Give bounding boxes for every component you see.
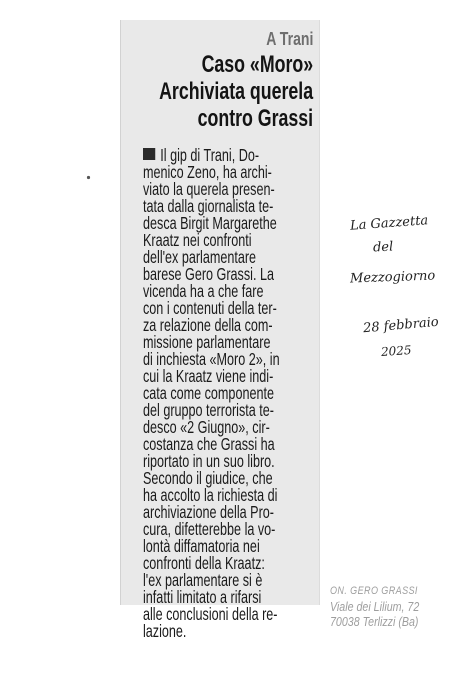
headline-line: Archiviata querela (159, 78, 313, 105)
body-line: confronti della Kraatz: (143, 553, 265, 573)
body-line: vicenda ha a che fare (143, 281, 264, 301)
body-line: Kraatz nei confronti (143, 230, 252, 250)
address-stamp (330, 584, 419, 629)
body-line: ha accolto la richiesta di (143, 485, 278, 505)
body-line: alle conclusioni della re- (143, 604, 278, 624)
body-line: infatti limitato a rifarsi (143, 587, 262, 607)
body-line: viato la querela presen- (143, 179, 275, 199)
stamp-name: ON. GERO GRASSI (330, 585, 418, 597)
body-line: lazione. (143, 621, 187, 641)
article-section-tag: A Trani (265, 29, 313, 49)
body-line: cata come componente (143, 383, 274, 403)
body-line: barese Gero Grassi. La (143, 264, 274, 284)
body-line: cura, difetterebbe la vo- (143, 519, 276, 539)
handwritten-date: 28 febbraio (362, 314, 440, 337)
body-line: con i contenuti della ter- (143, 298, 277, 318)
body-line: archiviazione della Pro- (143, 502, 274, 522)
stamp-street: Viale dei Lilium, 72 (330, 599, 420, 614)
handwritten-source-line3: Mezzogiorno (349, 268, 436, 287)
body-line: desco «2 Giugno», cir- (143, 417, 270, 437)
body-line: missione parlamentare (143, 332, 271, 352)
headline-line: contro Grassi (197, 105, 313, 132)
scan-speck (86, 175, 91, 180)
body-line: Il gip di Trani, Do- (143, 147, 280, 164)
article-headline (159, 51, 313, 132)
body-line: desca Birgit Margarethe (143, 213, 277, 233)
body-line: del gruppo terrorista te- (143, 400, 274, 420)
body-line: lontà diffamatoria nei (143, 536, 260, 556)
handwritten-source-line2: del (372, 239, 394, 256)
body-line: di inchiesta «Moro 2», in (143, 349, 280, 369)
bullet-block-icon (143, 148, 155, 160)
body-line: tata dalla giornalista te- (143, 196, 274, 216)
body-line: l'ex parlamentare si è (143, 570, 263, 590)
newspaper-clipping (120, 20, 320, 641)
body-line: costanza che Grassi ha (143, 434, 275, 454)
body-line: Secondo il giudice, che (143, 468, 273, 488)
body-line: cui la Kraatz viene indi- (143, 366, 274, 386)
body-line: riportato in un suo libro. (143, 451, 275, 471)
handwritten-source-line1: La Gazzetta (349, 213, 429, 234)
handwritten-year: 2025 (380, 342, 412, 360)
body-line: za relazione della com- (143, 315, 273, 335)
article-body (143, 147, 280, 640)
body-line: dell'ex parlamentare (143, 247, 257, 267)
stamp-city: 70038 Terlizzi (Ba) (330, 614, 419, 629)
headline-line: Caso «Moro» (201, 51, 313, 78)
body-line: menico Zeno, ha archi- (143, 162, 272, 182)
